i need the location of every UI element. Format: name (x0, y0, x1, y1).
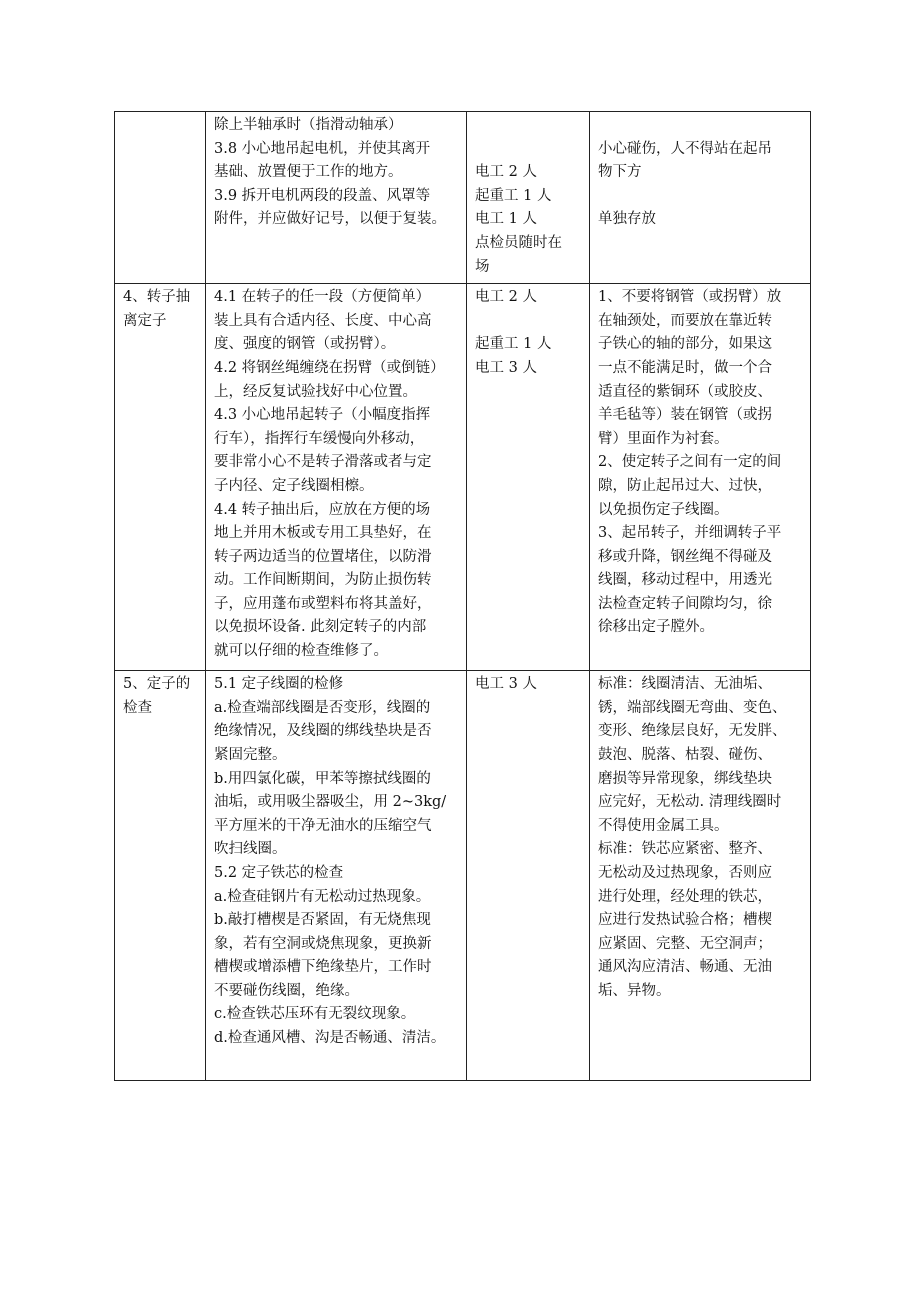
notes-line: 羊毛毡等）装在钢管（或拐 (598, 407, 772, 424)
table-row (115, 112, 811, 284)
notes-line: 一点不能满足时，做一个合 (598, 359, 772, 376)
procedure-line: 装上具有合适内径、长度、中心高 (214, 312, 432, 329)
notes-line: 适直径的紫铜环（或胶皮、 (598, 383, 772, 400)
procedure-line: 槽楔或增添槽下绝缘垫片，工作时 (214, 959, 432, 976)
personnel-line: 点检员随时在 (475, 234, 562, 251)
notes-line: 标准：线圈清洁、无油垢、 (598, 676, 772, 693)
procedure-line: a.检查硅钢片有无松动过热现象。 (214, 888, 431, 905)
personnel-line: 起重工 1 人 (475, 336, 552, 353)
notes-line: 应进行发热试验合格；槽楔 (598, 912, 772, 929)
step-label-line: 4、转子抽 (123, 289, 191, 306)
procedure-line: 4.1 在转子的任一段（方便简单） (214, 289, 431, 306)
procedure-cell (206, 671, 467, 1081)
notes-line: 单独存放 (598, 211, 656, 228)
notes-line: 锈，端部线圈无弯曲、变色、 (598, 699, 787, 716)
procedure-line: d.检查通风槽、沟是否畅通、清洁。 (214, 1030, 446, 1047)
procedure-line: 平方厘米的干净无油水的压缩空气 (214, 817, 432, 834)
procedure-line: 绝缘情况，及线圈的绑线垫块是否 (214, 723, 432, 740)
procedure-line: 象，若有空洞或烧焦现象，更换新 (214, 935, 432, 952)
notes-cell (590, 671, 811, 1081)
notes-cell (590, 112, 811, 284)
procedure-line: 5.1 定子线圈的检修 (214, 676, 344, 693)
notes-line: 变形、绝缘层良好，无发胖、 (598, 723, 787, 740)
procedure-line: 4.2 将钢丝绳缠绕在拐臂（或倒链） (214, 359, 445, 376)
procedure-line: 要非常小心不是转子滑落或者与定 (214, 454, 432, 471)
procedure-line: a.检查端部线圈是否变形，线圈的 (214, 699, 431, 716)
procedure-line: 地上并用木板或专用工具垫好，在 (214, 525, 432, 542)
procedure-line: 以免损坏设备. 此刻定转子的内部 (214, 619, 427, 636)
notes-line: 3、起吊转子，并细调转子平 (598, 525, 782, 542)
notes-line: 小心碰伤，人不得站在起吊 (598, 140, 772, 157)
notes-line: 隙，防止起吊过大、过快， (598, 477, 772, 494)
notes-line: 垢、异物。 (598, 982, 671, 999)
notes-line: 1、不要将钢管（或拐臂）放 (598, 289, 782, 306)
procedure-line: 行车），指挥行车缓慢向外移动， (214, 430, 425, 447)
notes-line: 进行处理，经处理的铁芯， (598, 888, 772, 905)
procedure-line: c.检查铁芯压环有无裂纹现象。 (214, 1006, 416, 1023)
procedure-line: 4.4 转子抽出后，应放在方便的场 (214, 501, 431, 518)
table-row (115, 671, 811, 1081)
procedure-line: b.敲打槽楔是否紧固，有无烧焦现 (214, 912, 431, 929)
personnel-line: 电工 2 人 (475, 289, 537, 306)
personnel-cell (467, 284, 590, 671)
procedure-line: 4.3 小心地吊起转子（小幅度指挥 (214, 407, 431, 424)
notes-line: 应紧固、完整、无空洞声； (598, 935, 772, 952)
notes-line: 通风沟应清洁、畅通、无油 (598, 959, 772, 976)
notes-cell (590, 284, 811, 671)
procedure-cell (206, 112, 467, 284)
notes-line: 以免损伤定子线圈。 (598, 501, 729, 518)
notes-line: 法检查定转子间隙均匀，徐 (598, 595, 772, 612)
notes-line: 鼓泡、脱落、枯裂、碰伤、 (598, 746, 772, 763)
procedure-line: 动。工作间断期间，为防止损伤转 (214, 572, 432, 589)
procedure-line: 油垢，或用吸尘器吸尘，用 2~3kg/ (214, 794, 447, 811)
procedure-line: b.用四氯化碳，甲苯等擦拭线圈的 (214, 770, 431, 787)
personnel-line: 电工 2 人 (475, 164, 537, 181)
procedure-line: 转子两边适当的位置堵住，以防滑 (214, 548, 432, 565)
procedure-line: 吹扫线圈。 (214, 841, 287, 858)
step-label-line: 离定子 (123, 312, 167, 329)
notes-line: 不得使用金属工具。 (598, 817, 729, 834)
procedure-line: 子内径、定子线圈相檫。 (214, 477, 374, 494)
procedure-line: 上，经反复试验找好中心位置。 (214, 383, 417, 400)
notes-line: 应完好，无松动. 清理线圈时 (598, 794, 782, 811)
notes-line: 物下方 (598, 164, 642, 181)
procedure-line: 就可以仔细的检查维修了。 (214, 643, 388, 660)
procedure-line: 度、强度的钢管（或拐臂）。 (214, 336, 396, 353)
step-cell (115, 284, 206, 671)
procedure-line: 3.8 小心地吊起电机，并使其离开 (214, 140, 431, 157)
notes-line: 移或升降，钢丝绳不得碰及 (598, 548, 772, 565)
notes-line: 磨损等异常现象，绑线垫块 (598, 770, 772, 787)
procedure-line: 3.9 拆开电机两段的段盖、风罩等 (214, 187, 431, 204)
procedure-line: 5.2 定子铁芯的检查 (214, 864, 344, 881)
procedure-line: 紧固完整。 (214, 746, 287, 763)
notes-line: 徐移出定子膛外。 (598, 619, 714, 636)
step-label-line: 检查 (123, 699, 152, 716)
notes-line: 臂）里面作为衬套。 (598, 430, 729, 447)
table-row (115, 284, 811, 671)
notes-line: 线圈，移动过程中，用透光 (598, 572, 772, 589)
step-cell (115, 671, 206, 1081)
personnel-cell (467, 112, 590, 284)
step-cell (115, 112, 206, 284)
notes-line: 子铁心的轴的部分，如果这 (598, 336, 772, 353)
personnel-line: 电工 1 人 (475, 211, 537, 228)
procedure-cell (206, 284, 467, 671)
personnel-cell (467, 671, 590, 1081)
procedure-line: 不要碰伤线圈，绝缘。 (214, 982, 359, 999)
procedure-line: 除上半轴承时（指滑动轴承） (214, 117, 403, 133)
personnel-line: 场 (475, 258, 490, 275)
personnel-line: 起重工 1 人 (475, 187, 552, 204)
procedure-line: 附件，并应做好记号，以便于复装。 (214, 211, 446, 228)
procedure-line: 子，应用蓬布或塑料布将其盖好， (214, 595, 432, 612)
step-label-line: 5、定子的 (123, 676, 191, 693)
notes-line: 在轴颈处，而要放在靠近转 (598, 312, 772, 329)
personnel-line: 电工 3 人 (475, 359, 537, 376)
procedure-line: 基础、放置便于工作的地方。 (214, 164, 403, 181)
notes-line: 2、使定转子之间有一定的间 (598, 454, 782, 471)
notes-line: 标准：铁芯应紧密、整齐、 (598, 841, 772, 858)
maintenance-procedure-table (114, 111, 811, 1081)
notes-line: 无松动及过热现象，否则应 (598, 864, 772, 881)
personnel-line: 电工 3 人 (475, 676, 537, 693)
